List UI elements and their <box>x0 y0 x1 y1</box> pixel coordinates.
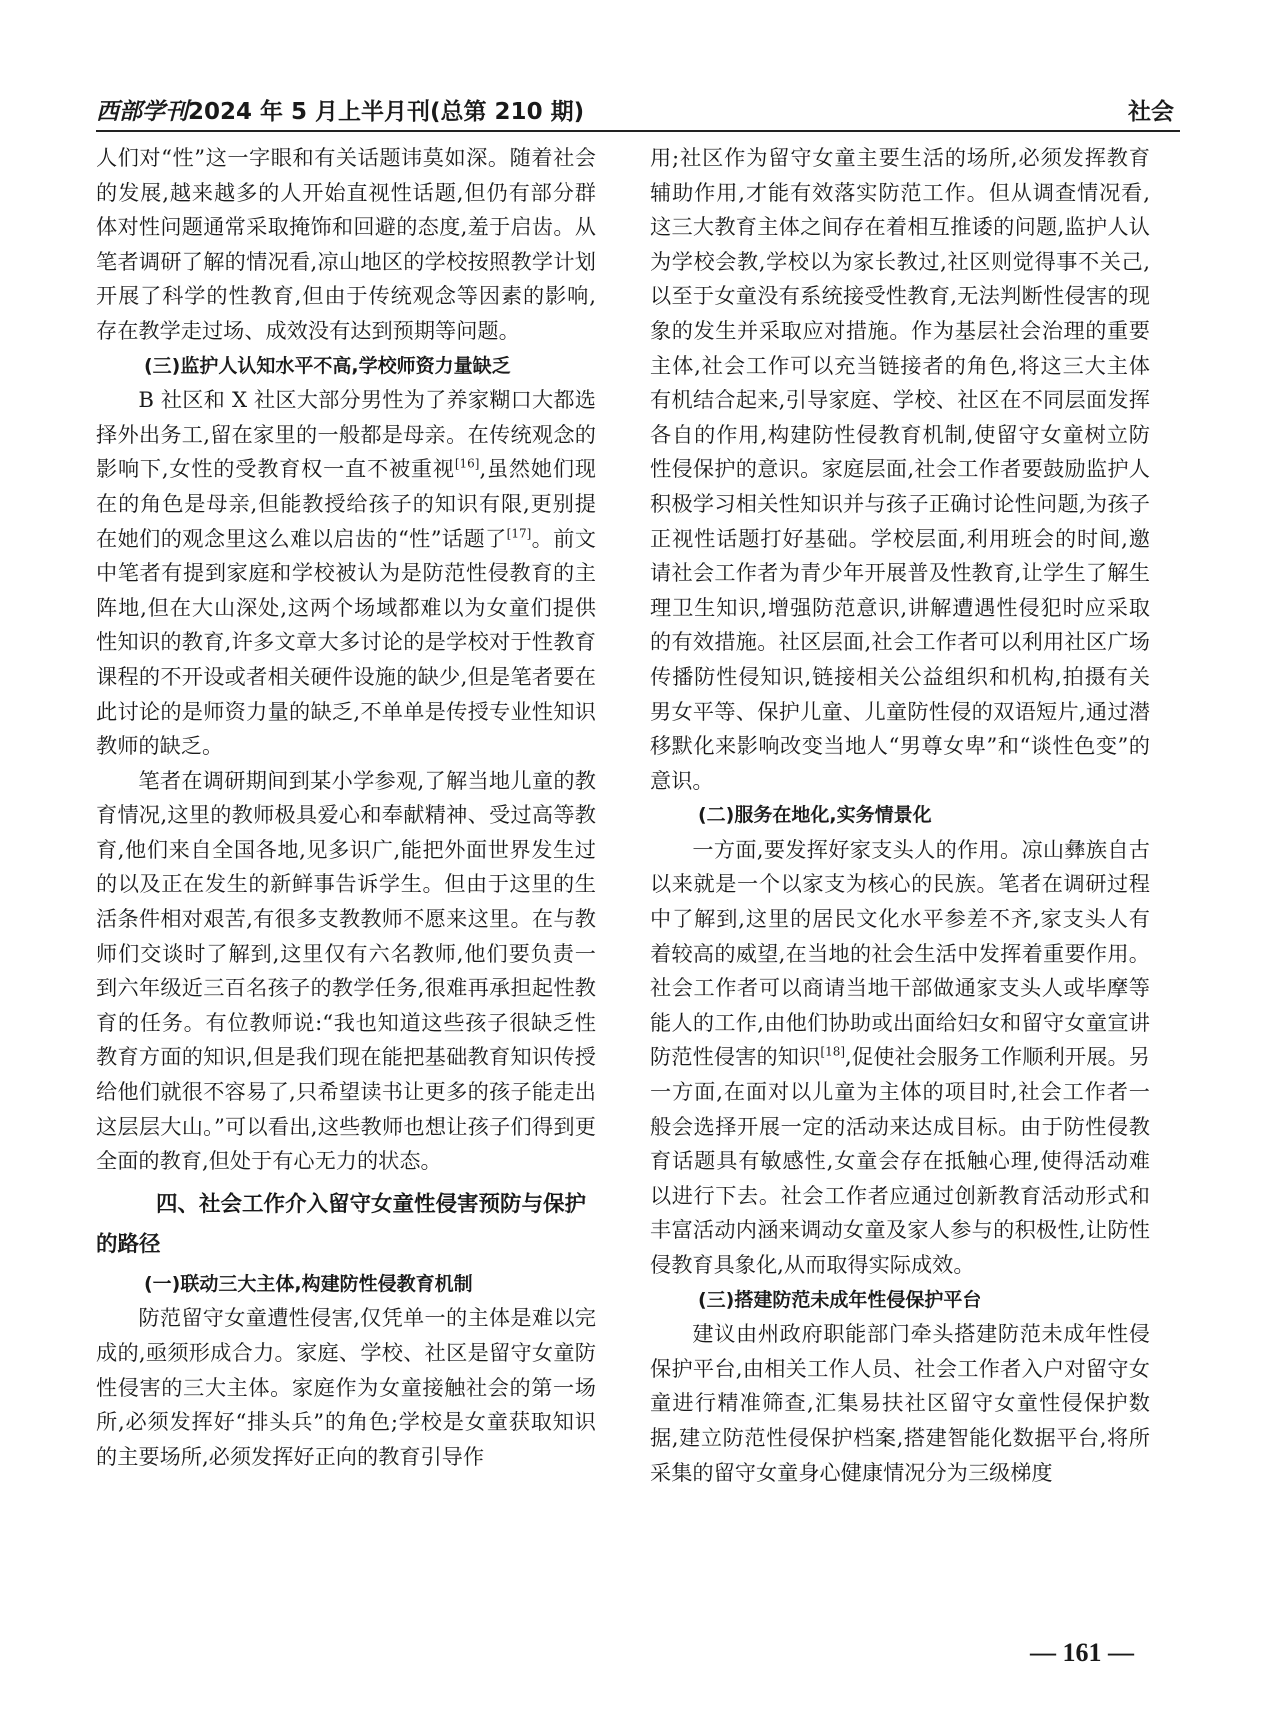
paragraph-text: 。前文中笔者有提到家庭和学校被认为是防范性侵教育的主阵地,但在大山深处,这两个场域都难以为女童们提供性知识的教育,许多文章大多讨论的是学校对于性教育课程的不开设或者相关硬件设施的缺少,但是笔者要在此讨论的是师资力量的缺乏,不单单是传授专业性知识教师的缺乏。 <box>96 525 596 759</box>
paragraph-text: 建议由州政府职能部门牵头搭建防范未成年性侵保护平台,由相关工作人员、社会工作者入户对留守女童进行精准筛查,汇集易扶社区留守女童性侵保护数据,建立防范性侵保护档案,搭建智能化数据平台,将所采集的留守女童身心健康情况分为三级梯度 <box>650 1321 1150 1485</box>
subsection-heading: (三)监护人认知水平不高,学校师资力量缺乏 <box>144 354 511 377</box>
section-label: 社会 <box>1128 99 1174 125</box>
body-paragraph <box>650 833 1150 1283</box>
header-rule <box>96 130 1180 132</box>
right-column <box>650 141 1150 1490</box>
citation-ref: [18] <box>820 1045 846 1060</box>
paragraph-text: 防范留守女童遭性侵害,仅凭单一的主体是难以完成的,亟须形成合力。家庭、学校、社区是留守女童防性侵害的三大主体。家庭作为女童接触社会的第一场所,必须发挥好“排头兵”的角色;学校是女童获取知识的主要场所,必须发挥好正向的教育引导作 <box>96 1305 596 1469</box>
subsection-heading: (一)联动三大主体,构建防性侵教育机制 <box>144 1272 473 1295</box>
citation-ref: [16] <box>454 456 480 471</box>
journal-logo: 西部学刊 <box>96 98 188 125</box>
page-number: — 161 — <box>1030 1638 1134 1667</box>
section-heading: 四、社会工作介入留守女童性侵害预防与保护的路径 <box>96 1191 587 1257</box>
paragraph-text: 笔者在调研期间到某小学参观,了解当地儿童的教育情况,这里的教师极具爱心和奉献精神、受过高等教育,他们来自全国各地,见多识广,能把外面世界发生过的以及正在发生的新鲜事告诉学生。但由于这里的生活条件相对艰苦,有很多支教教师不愿来这里。在与教师们交谈时了解到,这里仅有六名教师,他们要负责一到六年级近三百名孩子的教学任务,很难再承担起性教育的任务。有位教师说:“我也知道这些孩子很缺乏性教育方面的知识,但是我们现在能把基础教育知识传授给他们就很不容易了,只希望读书让更多的孩子能走出这层层大山。”可以看出,这些教师也想让孩子们得到更全面的教育,但处于有心无力的状态。 <box>96 767 596 1174</box>
issue-label: 2024 年 5 月上半月刊(总第 210 期) <box>188 99 585 125</box>
body-paragraph <box>650 141 1150 798</box>
paragraph-text: ,促使社会服务工作顺利开展。另一方面,在面对以儿童为主体的项目时,社会工作者一般会选择开展一定的活动来达成目标。由于防性侵教育话题具有敏感性,女童会存在抵触心理,使得活动难以进行下去。社会工作者应通过创新教育活动形式和丰富活动内涵来调动女童及家人参与的积极性,让防性侵教育具象化,从而取得实际成效。 <box>650 1044 1150 1277</box>
running-header <box>96 92 1180 126</box>
paragraph-text: 人们对“性”这一字眼和有关话题讳莫如深。随着社会的发展,越来越多的人开始直视性话题,但仍有部分群体对性问题通常采取掩饰和回避的态度,羞于启齿。从笔者调研了解的情况看,凉山地区的学校按照教学计划开展了科学的性教育,但由于传统观念等因素的影响,存在教学走过场、成效没有达到预期等问题。 <box>96 145 596 343</box>
subsection-heading: (二)服务在地化,实务情景化 <box>698 804 932 827</box>
paragraph-text: ,虽然她们现在的角色是母亲,但能教授给孩子的知识有限,更别提在她们的观念里这么难以启齿的“性”话题了 <box>96 456 596 551</box>
body-paragraph <box>96 141 596 349</box>
body-paragraph <box>96 764 596 1179</box>
citation-ref: [17] <box>506 526 532 541</box>
left-column <box>96 141 596 1474</box>
subsection-heading: (三)搭建防范未成年性侵保护平台 <box>698 1288 982 1311</box>
body-paragraph <box>650 1317 1150 1490</box>
paragraph-text: B 社区和 X 社区大部分男性为了养家糊口大都选择外出务工,留在家里的一般都是母亲。在传统观念的影响下,女性的受教育权一直不被重视 <box>96 387 596 482</box>
paragraph-text: 用;社区作为留守女童主要生活的场所,必须发挥教育辅助作用,才能有效落实防范工作。但从调查情况看,这三大教育主体之间存在着相互推诿的问题,监护人认为学校会教,学校以为家长教过,社区则觉得事不关己,以至于女童没有系统接受性教育,无法判断性侵害的现象的发生并采取应对措施。作为基层社会治理的重要主体,社会工作可以充当链接者的角色,将这三大主体有机结合起来,引导家庭、学校、社区在不同层面发挥各自的作用,构建防性侵教育机制,使留守女童树立防性侵保护的意识。家庭层面,社会工作者要鼓励监护人积极学习相关性知识并与孩子正确讨论性问题,为孩子正视性话题打好基础。学校层面,利用班会的时间,邀请社会工作者为青少年开展普及性教育,让学生了解生理卫生知识,增强防范意识,讲解遭遇性侵犯时应采取的有效措施。社区层面,社会工作者可以利用社区广场传播防性侵知识,链接相关公益组织和机构,拍摄有关男女平等、保护儿童、儿童防性侵的双语短片,通过潜移默化来影响改变当地人“男尊女卑”和“谈性色变”的意识。 <box>650 145 1150 793</box>
body-paragraph <box>96 383 596 764</box>
paragraph-text: 一方面,要发挥好家支头人的作用。凉山彝族自古以来就是一个以家支为核心的民族。笔者在调研过程中了解到,这里的居民文化水平参差不齐,家支头人有着较高的威望,在当地的社会生活中发挥着重要作用。社会工作者可以商请当地干部做通家支头人或毕摩等能人的工作,由他们协助或出面给妇女和留守女童宣讲防范性侵害的知识 <box>650 836 1150 1070</box>
body-paragraph <box>96 1301 596 1474</box>
header-journal-issue <box>96 93 584 126</box>
